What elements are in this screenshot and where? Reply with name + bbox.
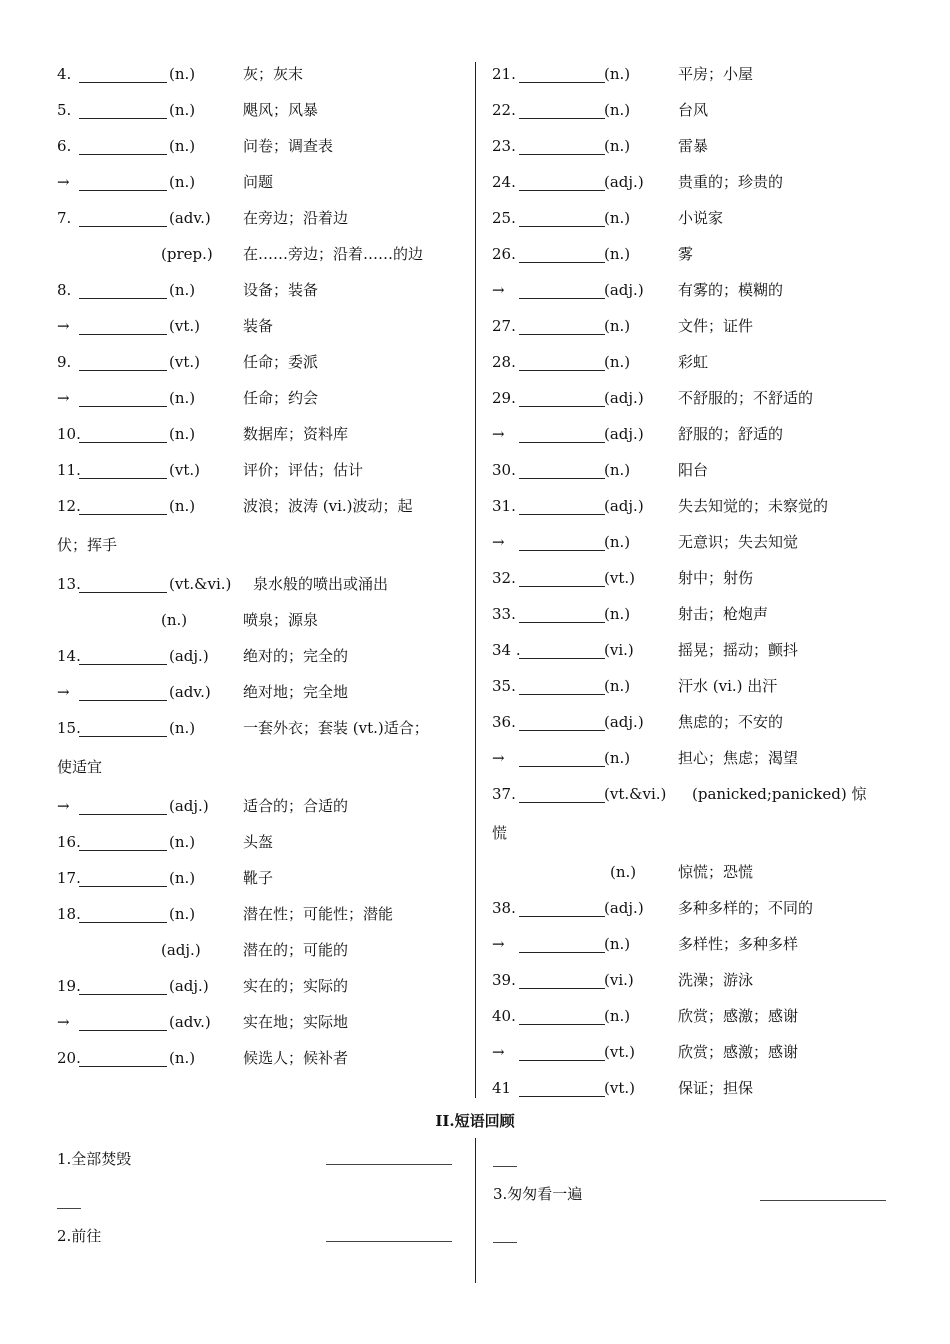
meaning: 评价；评估；估计 bbox=[243, 461, 364, 479]
vocab-row bbox=[57, 56, 459, 92]
part-of-speech: (adj.) bbox=[169, 647, 209, 665]
item-number: 10. bbox=[57, 425, 81, 443]
item-number: 28. bbox=[492, 353, 516, 371]
vocab-row bbox=[57, 272, 459, 308]
answer-blank[interactable] bbox=[79, 348, 167, 371]
vocab-row bbox=[57, 824, 459, 860]
meaning: 台风 bbox=[678, 101, 709, 119]
item-number: 33. bbox=[492, 605, 516, 623]
meaning: 绝对的；完全的 bbox=[243, 647, 349, 665]
part-of-speech: (n.) bbox=[604, 101, 631, 119]
part-of-speech: (adj.) bbox=[169, 797, 209, 815]
vocab-row bbox=[57, 638, 459, 674]
part-of-speech: (n.) bbox=[169, 101, 196, 119]
vocab-row bbox=[492, 524, 902, 560]
meaning: 阳台 bbox=[678, 461, 709, 479]
vocab-row bbox=[57, 968, 459, 1004]
vocab-row bbox=[492, 236, 902, 272]
meaning: 适合的；合适的 bbox=[243, 797, 349, 815]
part-of-speech: (n.) bbox=[604, 533, 631, 551]
answer-blank[interactable] bbox=[79, 168, 167, 191]
answer-blank[interactable] bbox=[519, 744, 605, 767]
phrase-answer-blank-2[interactable] bbox=[326, 1240, 452, 1242]
vocab-row bbox=[492, 164, 902, 200]
meaning-continued: 慌 bbox=[492, 824, 508, 842]
vocab-row bbox=[492, 560, 902, 596]
meaning: 无意识；失去知觉 bbox=[678, 533, 799, 551]
item-number: 9. bbox=[57, 353, 72, 371]
answer-blank[interactable] bbox=[519, 60, 605, 83]
meaning: 喷泉；源泉 bbox=[243, 611, 319, 629]
vocab-row bbox=[57, 860, 459, 896]
part-of-speech: (adj.) bbox=[604, 173, 644, 191]
meaning: 焦虑的；不安的 bbox=[678, 713, 784, 731]
answer-blank[interactable] bbox=[79, 384, 167, 407]
phrase-answer-blank-3-continued[interactable] bbox=[493, 1241, 517, 1243]
vocab-row bbox=[57, 932, 459, 968]
meaning: 灰；灰末 bbox=[243, 65, 304, 83]
phrase-answer-blank-2-continued[interactable] bbox=[493, 1165, 517, 1167]
part-of-speech: (n.) bbox=[604, 353, 631, 371]
vocab-row bbox=[57, 308, 459, 344]
vocab-row bbox=[57, 788, 459, 824]
part-of-speech: (n.) bbox=[604, 935, 631, 953]
part-of-speech: (prep.) bbox=[161, 245, 213, 263]
meaning: 摇晃；摇动；颤抖 bbox=[678, 641, 799, 659]
meaning: 实在的；实际的 bbox=[243, 977, 349, 995]
phrase-item-3: 3.匆匆看一遍 bbox=[493, 1185, 583, 1203]
vocab-row bbox=[492, 704, 902, 740]
vocab-row bbox=[57, 1040, 459, 1076]
part-of-speech: (n.) bbox=[604, 209, 631, 227]
item-number: 23. bbox=[492, 137, 516, 155]
part-of-speech: (vi.) bbox=[604, 641, 634, 659]
part-of-speech: (adj.) bbox=[161, 941, 201, 959]
part-of-speech: (adj.) bbox=[604, 425, 644, 443]
part-of-speech: (n.) bbox=[169, 65, 196, 83]
phrase-answer-blank-1-continued[interactable] bbox=[57, 1207, 81, 1209]
part-of-speech: (n.) bbox=[169, 869, 196, 887]
answer-blank[interactable] bbox=[79, 972, 167, 995]
meaning: 洗澡；游泳 bbox=[678, 971, 754, 989]
part-of-speech: (n.) bbox=[169, 137, 196, 155]
item-number: → bbox=[57, 389, 70, 407]
item-number: 14. bbox=[57, 647, 81, 665]
part-of-speech: (adv.) bbox=[169, 209, 211, 227]
meaning: 问卷；调查表 bbox=[243, 137, 334, 155]
part-of-speech: (n.) bbox=[610, 863, 637, 881]
meaning: 不舒服的；不舒适的 bbox=[678, 389, 814, 407]
meaning: 射中；射伤 bbox=[678, 569, 754, 587]
vocab-row bbox=[57, 566, 459, 602]
vocab-row bbox=[492, 344, 902, 380]
meaning: 数据库；资料库 bbox=[243, 425, 349, 443]
item-number: → bbox=[492, 425, 505, 443]
answer-blank[interactable] bbox=[79, 828, 167, 851]
answer-blank[interactable] bbox=[79, 420, 167, 443]
meaning: 波浪；波涛 (vi.)波动；起 bbox=[243, 497, 413, 515]
item-number: 21. bbox=[492, 65, 516, 83]
item-number: → bbox=[492, 1043, 505, 1061]
item-number: 19. bbox=[57, 977, 81, 995]
meaning: 飓风；风暴 bbox=[243, 101, 319, 119]
part-of-speech: (n.) bbox=[604, 65, 631, 83]
item-number: → bbox=[492, 749, 505, 767]
vocab-row bbox=[492, 272, 902, 308]
part-of-speech: (vt.&vi.) bbox=[169, 575, 232, 593]
answer-blank[interactable] bbox=[79, 864, 167, 887]
answer-blank[interactable] bbox=[79, 60, 167, 83]
vocab-row bbox=[492, 1070, 902, 1106]
meaning: 多样性；多种多样 bbox=[678, 935, 799, 953]
meaning: 一套外衣；套装 (vt.)适合； bbox=[243, 719, 429, 737]
vocab-row bbox=[57, 452, 459, 488]
answer-blank[interactable] bbox=[519, 276, 605, 299]
vocab-row bbox=[492, 998, 902, 1034]
phrase-answer-blank-3[interactable] bbox=[760, 1199, 886, 1201]
item-number: 37. bbox=[492, 785, 516, 803]
part-of-speech: (adj.) bbox=[604, 899, 644, 917]
item-number: 29. bbox=[492, 389, 516, 407]
part-of-speech: (vt.) bbox=[604, 1079, 635, 1097]
meaning: 设备；装备 bbox=[243, 281, 319, 299]
meaning: 担心；焦虑；渴望 bbox=[678, 749, 799, 767]
part-of-speech: (n.) bbox=[169, 281, 196, 299]
part-of-speech: (vt.) bbox=[169, 353, 200, 371]
column-divider-top bbox=[475, 62, 476, 1098]
answer-blank[interactable] bbox=[519, 492, 605, 515]
answer-blank[interactable] bbox=[519, 384, 605, 407]
answer-blank[interactable] bbox=[519, 456, 605, 479]
answer-blank[interactable] bbox=[79, 1044, 167, 1067]
vocab-row bbox=[492, 56, 902, 92]
part-of-speech: (n.) bbox=[604, 245, 631, 263]
vocab-row bbox=[57, 416, 459, 452]
answer-blank[interactable] bbox=[79, 312, 167, 335]
item-number: 13. bbox=[57, 575, 81, 593]
vocab-row bbox=[492, 740, 902, 776]
item-number: → bbox=[57, 1013, 70, 1031]
vocab-row bbox=[57, 710, 459, 746]
vocab-row bbox=[492, 962, 902, 998]
item-number: 15. bbox=[57, 719, 81, 737]
item-number: 11. bbox=[57, 461, 81, 479]
part-of-speech: (n.) bbox=[604, 317, 631, 335]
part-of-speech: (n.) bbox=[169, 833, 196, 851]
vocab-row bbox=[492, 890, 902, 926]
vocab-row bbox=[57, 488, 459, 524]
answer-blank[interactable] bbox=[79, 204, 167, 227]
answer-blank[interactable] bbox=[519, 132, 605, 155]
answer-blank[interactable] bbox=[519, 894, 605, 917]
vocab-row bbox=[492, 488, 902, 524]
part-of-speech: (vt.) bbox=[169, 461, 200, 479]
meaning: 有雾的；模糊的 bbox=[678, 281, 784, 299]
item-number: 5. bbox=[57, 101, 72, 119]
item-number: 38. bbox=[492, 899, 516, 917]
answer-blank[interactable] bbox=[519, 930, 605, 953]
meaning-continued: 伏；挥手 bbox=[57, 536, 118, 554]
part-of-speech: (n.) bbox=[169, 173, 196, 191]
answer-blank[interactable] bbox=[519, 780, 605, 803]
vocab-row bbox=[492, 416, 902, 452]
answer-blank[interactable] bbox=[519, 204, 605, 227]
part-of-speech: (n.) bbox=[169, 389, 196, 407]
part-of-speech: (vt.) bbox=[169, 317, 200, 335]
vocab-row bbox=[492, 1034, 902, 1070]
answer-blank[interactable] bbox=[519, 600, 605, 623]
answer-blank[interactable] bbox=[79, 678, 167, 701]
vocab-row bbox=[57, 602, 459, 638]
section-title: II.短语回顾 bbox=[435, 1112, 515, 1130]
item-number: → bbox=[492, 533, 505, 551]
part-of-speech: (adj.) bbox=[604, 713, 644, 731]
meaning: 雾 bbox=[678, 245, 694, 263]
item-number: 18. bbox=[57, 905, 81, 923]
item-number: → bbox=[57, 683, 70, 701]
vocab-row bbox=[492, 92, 902, 128]
part-of-speech: (vt.) bbox=[604, 569, 635, 587]
vocab-row bbox=[57, 128, 459, 164]
vocab-row bbox=[492, 200, 902, 236]
vocab-row bbox=[57, 164, 459, 200]
meaning: 靴子 bbox=[243, 869, 274, 887]
answer-blank[interactable] bbox=[519, 708, 605, 731]
item-number: 40. bbox=[492, 1007, 516, 1025]
meaning: 潜在性；可能性；潜能 bbox=[243, 905, 394, 923]
item-number: → bbox=[57, 317, 70, 335]
meaning: 贵重的；珍贵的 bbox=[678, 173, 784, 191]
answer-blank[interactable] bbox=[519, 96, 605, 119]
meaning: 头盔 bbox=[243, 833, 274, 851]
vocab-row bbox=[57, 92, 459, 128]
part-of-speech: (n.) bbox=[169, 497, 196, 515]
item-number: 4. bbox=[57, 65, 72, 83]
answer-blank[interactable] bbox=[79, 456, 167, 479]
phrase-answer-blank-1[interactable] bbox=[326, 1163, 452, 1165]
item-number: 36. bbox=[492, 713, 516, 731]
answer-blank[interactable] bbox=[519, 672, 605, 695]
answer-blank[interactable] bbox=[79, 1008, 167, 1031]
answer-blank[interactable] bbox=[79, 96, 167, 119]
vocab-row bbox=[492, 668, 902, 704]
meaning: 舒服的；舒适的 bbox=[678, 425, 784, 443]
meaning: 泉水般的喷出或涌出 bbox=[253, 575, 389, 593]
item-number: 7. bbox=[57, 209, 72, 227]
meaning: 汗水 (vi.) 出汗 bbox=[678, 677, 778, 695]
item-number: 6. bbox=[57, 137, 72, 155]
answer-blank[interactable] bbox=[79, 900, 167, 923]
vocab-row bbox=[492, 854, 902, 890]
item-number: 39. bbox=[492, 971, 516, 989]
meaning: 装备 bbox=[243, 317, 274, 335]
answer-blank[interactable] bbox=[79, 642, 167, 665]
meaning: 多种多样的；不同的 bbox=[678, 899, 814, 917]
part-of-speech: (adj.) bbox=[169, 977, 209, 995]
item-number: 8. bbox=[57, 281, 72, 299]
answer-blank[interactable] bbox=[519, 528, 605, 551]
meaning: (panicked;panicked) 惊 bbox=[692, 785, 867, 803]
part-of-speech: (adj.) bbox=[604, 389, 644, 407]
item-number: 32. bbox=[492, 569, 516, 587]
vocab-row bbox=[57, 236, 459, 272]
part-of-speech: (n.) bbox=[604, 605, 631, 623]
part-of-speech: (vi.) bbox=[604, 971, 634, 989]
part-of-speech: (n.) bbox=[161, 611, 188, 629]
vocab-row bbox=[492, 308, 902, 344]
answer-blank[interactable] bbox=[519, 168, 605, 191]
meaning: 绝对地；完全地 bbox=[243, 683, 349, 701]
answer-blank[interactable] bbox=[79, 792, 167, 815]
answer-blank[interactable] bbox=[519, 636, 605, 659]
answer-blank[interactable] bbox=[79, 714, 167, 737]
item-number: → bbox=[57, 797, 70, 815]
vocab-row bbox=[492, 776, 902, 812]
answer-blank[interactable] bbox=[519, 240, 605, 263]
item-number: 17. bbox=[57, 869, 81, 887]
part-of-speech: (n.) bbox=[169, 1049, 196, 1067]
vocab-row bbox=[492, 926, 902, 962]
answer-blank[interactable] bbox=[79, 570, 167, 593]
part-of-speech: (adv.) bbox=[169, 1013, 211, 1031]
meaning: 在……旁边；沿着……的边 bbox=[243, 245, 424, 263]
meaning-continued: 使适宜 bbox=[57, 758, 103, 776]
item-number: 12. bbox=[57, 497, 81, 515]
answer-blank[interactable] bbox=[519, 1002, 605, 1025]
left-vocab-column bbox=[57, 56, 459, 1076]
item-number: 24. bbox=[492, 173, 516, 191]
part-of-speech: (n.) bbox=[604, 137, 631, 155]
column-divider-bottom bbox=[475, 1138, 476, 1283]
vocab-row bbox=[57, 896, 459, 932]
vocab-row bbox=[57, 1004, 459, 1040]
vocab-row bbox=[57, 380, 459, 416]
item-number: 30. bbox=[492, 461, 516, 479]
answer-blank[interactable] bbox=[79, 492, 167, 515]
meaning: 问题 bbox=[243, 173, 274, 191]
vocab-row bbox=[57, 344, 459, 380]
meaning: 候选人；候补者 bbox=[243, 1049, 349, 1067]
item-number: 35. bbox=[492, 677, 516, 695]
meaning: 实在地；实际地 bbox=[243, 1013, 349, 1031]
part-of-speech: (vt.&vi.) bbox=[604, 785, 667, 803]
meaning: 小说家 bbox=[678, 209, 724, 227]
item-number: 20. bbox=[57, 1049, 81, 1067]
part-of-speech: (n.) bbox=[169, 425, 196, 443]
vocab-row bbox=[492, 128, 902, 164]
item-number: 31. bbox=[492, 497, 516, 515]
item-number: 27. bbox=[492, 317, 516, 335]
part-of-speech: (n.) bbox=[604, 677, 631, 695]
answer-blank[interactable] bbox=[519, 348, 605, 371]
item-number: → bbox=[57, 173, 70, 191]
answer-blank[interactable] bbox=[79, 276, 167, 299]
meaning: 射击；枪炮声 bbox=[678, 605, 769, 623]
phrase-item-2: 2.前往 bbox=[57, 1227, 102, 1245]
item-number: 22. bbox=[492, 101, 516, 119]
item-number: 34 . bbox=[492, 641, 521, 659]
meaning: 任命；约会 bbox=[243, 389, 319, 407]
answer-blank[interactable] bbox=[519, 1074, 605, 1097]
vocab-row bbox=[57, 674, 459, 710]
item-number: → bbox=[492, 281, 505, 299]
meaning: 失去知觉的；未察觉的 bbox=[678, 497, 829, 515]
meaning: 彩虹 bbox=[678, 353, 709, 371]
vocab-row bbox=[57, 200, 459, 236]
part-of-speech: (n.) bbox=[604, 461, 631, 479]
part-of-speech: (n.) bbox=[604, 749, 631, 767]
meaning: 欣赏；感激；感谢 bbox=[678, 1007, 799, 1025]
item-number: 16. bbox=[57, 833, 81, 851]
part-of-speech: (n.) bbox=[169, 905, 196, 923]
answer-blank[interactable] bbox=[519, 1038, 605, 1061]
meaning: 任命；委派 bbox=[243, 353, 319, 371]
part-of-speech: (vt.) bbox=[604, 1043, 635, 1061]
meaning: 雷暴 bbox=[678, 137, 709, 155]
answer-blank[interactable] bbox=[519, 564, 605, 587]
part-of-speech: (n.) bbox=[604, 1007, 631, 1025]
item-number: 26. bbox=[492, 245, 516, 263]
part-of-speech: (adv.) bbox=[169, 683, 211, 701]
part-of-speech: (n.) bbox=[169, 719, 196, 737]
right-vocab-column bbox=[492, 56, 902, 1106]
meaning: 保证；担保 bbox=[678, 1079, 754, 1097]
meaning: 在旁边；沿着边 bbox=[243, 209, 349, 227]
part-of-speech: (adj.) bbox=[604, 281, 644, 299]
meaning: 欣赏；感激；感谢 bbox=[678, 1043, 799, 1061]
vocab-row bbox=[492, 380, 902, 416]
vocab-row bbox=[492, 452, 902, 488]
answer-blank[interactable] bbox=[519, 420, 605, 443]
answer-blank[interactable] bbox=[79, 132, 167, 155]
vocab-row bbox=[492, 632, 902, 668]
meaning: 潜在的；可能的 bbox=[243, 941, 349, 959]
item-number: → bbox=[492, 935, 505, 953]
vocab-row bbox=[492, 596, 902, 632]
answer-blank[interactable] bbox=[519, 312, 605, 335]
answer-blank[interactable] bbox=[519, 966, 605, 989]
item-number: 41 bbox=[492, 1079, 512, 1097]
part-of-speech: (adj.) bbox=[604, 497, 644, 515]
item-number: 25. bbox=[492, 209, 516, 227]
phrase-item-1: 1.全部焚毁 bbox=[57, 1150, 132, 1168]
meaning: 平房；小屋 bbox=[678, 65, 754, 83]
meaning: 惊慌；恐慌 bbox=[678, 863, 754, 881]
meaning: 文件；证件 bbox=[678, 317, 754, 335]
